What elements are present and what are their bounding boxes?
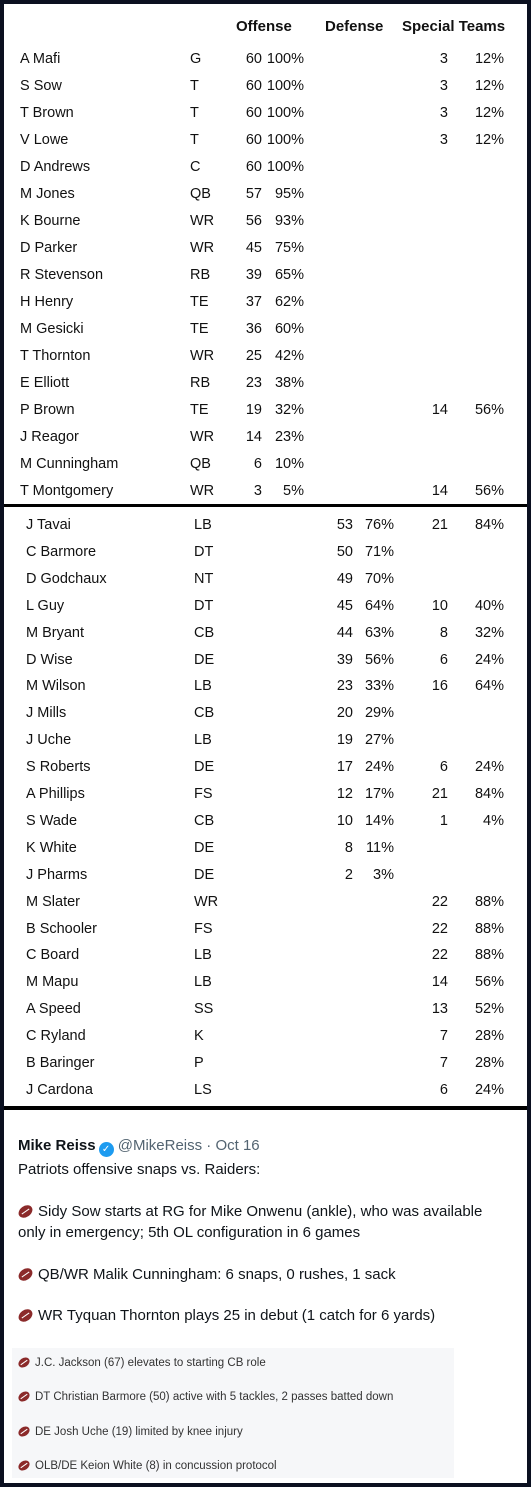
football-icon bbox=[16, 1266, 35, 1284]
player-position: DE bbox=[194, 759, 215, 776]
player-name: C Barmore bbox=[26, 543, 97, 560]
special-teams-snaps: 14 bbox=[431, 483, 448, 499]
player-name: V Lowe bbox=[20, 132, 69, 148]
offense-row bbox=[4, 235, 527, 262]
defense-snaps: 53 bbox=[336, 517, 353, 533]
player-position: T bbox=[190, 132, 199, 148]
special-teams-snaps: 3 bbox=[439, 105, 448, 121]
defense-row bbox=[4, 700, 527, 727]
tweet-intro: Patriots offensive snaps vs. Raiders: bbox=[18, 1161, 261, 1178]
special-teams-pct: 12% bbox=[474, 105, 504, 121]
player-name: S Sow bbox=[20, 78, 62, 94]
player-position: LB bbox=[194, 974, 212, 991]
offense-snaps: 3 bbox=[253, 483, 262, 499]
special-teams-snaps: 16 bbox=[431, 678, 448, 695]
special-teams-pct: 56% bbox=[474, 974, 504, 991]
player-position: FS bbox=[194, 920, 213, 937]
defense-snaps: 44 bbox=[336, 624, 353, 641]
special-teams-pct: 24% bbox=[474, 651, 504, 668]
player-position: FS bbox=[194, 786, 213, 802]
defense-snaps: 45 bbox=[336, 597, 353, 614]
special-teams-pct: 84% bbox=[474, 517, 504, 533]
player-name: J Reagor bbox=[20, 429, 79, 445]
player-position: WR bbox=[190, 429, 215, 445]
player-name: R Stevenson bbox=[20, 267, 104, 283]
offense-pct: 100% bbox=[266, 159, 304, 175]
defense-row bbox=[4, 835, 527, 862]
offense-row bbox=[4, 46, 527, 73]
player-name: T Brown bbox=[20, 105, 74, 121]
defense-snaps: 19 bbox=[336, 732, 353, 749]
offense-row bbox=[4, 316, 527, 343]
defense-snaps: 49 bbox=[336, 570, 353, 587]
special-teams-pct: 24% bbox=[474, 759, 504, 776]
player-position: CB bbox=[194, 624, 215, 641]
defense-pct: 11% bbox=[366, 839, 394, 856]
offense-pct: 62% bbox=[274, 294, 304, 310]
special-teams-pct: 28% bbox=[474, 1055, 504, 1071]
offense-snaps: 45 bbox=[245, 240, 262, 256]
offense-row bbox=[4, 73, 527, 100]
defense-pct: 14% bbox=[364, 812, 394, 829]
offense-row bbox=[4, 370, 527, 397]
offense-pct: 100% bbox=[266, 78, 304, 94]
player-position: LB bbox=[194, 947, 212, 964]
player-position: SS bbox=[194, 1001, 214, 1018]
special-teams-snaps: 10 bbox=[431, 597, 448, 614]
player-position: LB bbox=[194, 678, 212, 695]
special-teams-snaps: 21 bbox=[431, 517, 448, 533]
player-name: B Baringer bbox=[26, 1055, 95, 1071]
note-item: DT Christian Barmore (50) active with 5 tackles, 2 passes batted down bbox=[18, 1389, 393, 1405]
defense-row bbox=[4, 754, 527, 781]
player-position: CB bbox=[194, 812, 215, 829]
player-name: P Brown bbox=[20, 402, 75, 418]
special-teams-snaps: 8 bbox=[439, 624, 448, 641]
offense-snaps: 60 bbox=[245, 105, 262, 121]
player-position: NT bbox=[194, 570, 214, 587]
offense-pct: 38% bbox=[274, 375, 304, 391]
player-position: K bbox=[194, 1028, 204, 1045]
defense-header: Defense bbox=[325, 18, 384, 35]
special-teams-pct: 56% bbox=[474, 483, 504, 499]
defense-pct: 71% bbox=[364, 543, 394, 560]
special-teams-pct: 4% bbox=[483, 812, 504, 829]
offense-row bbox=[4, 343, 527, 370]
defense-pct: 24% bbox=[364, 759, 394, 776]
defense-snaps: 39 bbox=[336, 651, 353, 668]
defense-row bbox=[4, 942, 527, 969]
defense-pct: 3% bbox=[373, 866, 394, 883]
defense-pct: 29% bbox=[364, 705, 394, 722]
player-position: DT bbox=[194, 543, 214, 560]
player-name: C Ryland bbox=[26, 1028, 86, 1045]
offense-pct: 10% bbox=[274, 456, 304, 472]
player-name: C Board bbox=[26, 947, 80, 964]
player-name: E Elliott bbox=[20, 375, 70, 391]
section-divider bbox=[4, 1106, 527, 1110]
player-position: CB bbox=[194, 705, 215, 722]
special-teams-snaps: 22 bbox=[431, 893, 448, 910]
tweet-point: QB/WR Malik Cunningham: 6 snaps, 0 rushes, 1 sack bbox=[18, 1264, 396, 1285]
offense-pct: 75% bbox=[274, 240, 304, 256]
offense-row bbox=[4, 181, 527, 208]
special-teams-snaps: 22 bbox=[431, 920, 448, 937]
special-teams-snaps: 3 bbox=[439, 51, 448, 67]
defense-row bbox=[4, 620, 527, 647]
offense-pct: 93% bbox=[274, 213, 304, 229]
player-position: LS bbox=[194, 1081, 212, 1098]
special-teams-snaps: 6 bbox=[439, 1081, 448, 1098]
offense-pct: 42% bbox=[274, 348, 304, 364]
player-name: D Parker bbox=[20, 240, 78, 256]
player-position: QB bbox=[190, 186, 211, 202]
offense-header: Offense bbox=[236, 18, 292, 35]
player-name: B Schooler bbox=[26, 920, 97, 937]
special-teams-snaps: 1 bbox=[439, 812, 448, 829]
offense-pct: 23% bbox=[274, 429, 304, 445]
offense-snaps: 6 bbox=[253, 456, 262, 472]
special-teams-header: Special Teams bbox=[402, 18, 506, 35]
player-position: RB bbox=[190, 375, 211, 391]
defense-pct: 33% bbox=[364, 678, 394, 695]
defense-row bbox=[4, 512, 527, 539]
player-position: DT bbox=[194, 597, 214, 614]
offense-snaps: 57 bbox=[245, 186, 262, 202]
defense-snaps: 10 bbox=[336, 812, 353, 829]
defense-pct: 70% bbox=[364, 570, 394, 587]
offense-row bbox=[4, 451, 527, 478]
screenshot-frame bbox=[4, 4, 527, 1483]
tweet-author[interactable]: Mike Reiss bbox=[18, 1137, 96, 1154]
football-icon bbox=[17, 1355, 32, 1369]
tweet-handle[interactable]: @MikeReiss bbox=[117, 1137, 203, 1154]
defense-row bbox=[4, 673, 527, 700]
special-teams-snaps: 3 bbox=[439, 78, 448, 94]
offense-row bbox=[4, 478, 527, 505]
special-teams-snaps: 6 bbox=[439, 759, 448, 776]
offense-row bbox=[4, 100, 527, 127]
defense-row bbox=[4, 566, 527, 593]
player-name: S Roberts bbox=[26, 759, 91, 776]
football-icon bbox=[17, 1424, 32, 1438]
player-position: LB bbox=[194, 732, 212, 749]
defense-row bbox=[4, 781, 527, 808]
defense-row bbox=[4, 727, 527, 754]
special-teams-pct: 12% bbox=[474, 51, 504, 67]
player-position: WR bbox=[190, 483, 215, 499]
special-teams-snaps: 21 bbox=[431, 786, 448, 802]
offense-snaps: 36 bbox=[245, 321, 262, 337]
player-name: A Speed bbox=[26, 1001, 81, 1018]
player-name: T Montgomery bbox=[20, 483, 114, 499]
player-name: M Slater bbox=[26, 893, 80, 910]
offense-row bbox=[4, 424, 527, 451]
defense-snaps: 20 bbox=[336, 705, 353, 722]
section-divider bbox=[4, 504, 527, 507]
special-teams-pct: 52% bbox=[474, 1001, 504, 1018]
player-name: M Cunningham bbox=[20, 456, 119, 472]
offense-row bbox=[4, 262, 527, 289]
player-name: L Guy bbox=[26, 597, 65, 614]
player-name: M Wilson bbox=[26, 678, 86, 695]
offense-pct: 100% bbox=[266, 51, 304, 67]
defense-snaps: 2 bbox=[344, 866, 353, 883]
player-name: T Thornton bbox=[20, 348, 91, 364]
offense-pct: 95% bbox=[274, 186, 304, 202]
special-teams-pct: 84% bbox=[474, 786, 504, 802]
special-teams-pct: 56% bbox=[474, 402, 504, 418]
offense-row bbox=[4, 208, 527, 235]
offense-snaps: 25 bbox=[245, 348, 262, 364]
player-position: T bbox=[190, 105, 199, 121]
offense-snaps: 60 bbox=[245, 159, 262, 175]
offense-snaps: 60 bbox=[245, 132, 262, 148]
player-position: G bbox=[190, 51, 202, 67]
player-name: J Mills bbox=[26, 705, 67, 722]
defense-pct: 63% bbox=[364, 624, 394, 641]
defense-snaps: 23 bbox=[336, 678, 353, 695]
tweet-point: Sidy Sow starts at RG for Mike Onwenu (ankle), who was available only in emergency; 5th OL configuration in 6 games bbox=[18, 1203, 483, 1241]
offense-pct: 65% bbox=[274, 267, 304, 283]
offense-snaps: 14 bbox=[245, 429, 262, 445]
player-name: H Henry bbox=[20, 294, 74, 310]
offense-row bbox=[4, 154, 527, 181]
special-teams-pct: 88% bbox=[474, 920, 504, 937]
offense-snaps: 23 bbox=[245, 375, 262, 391]
player-name: A Phillips bbox=[26, 786, 85, 802]
player-name: M Gesicki bbox=[20, 321, 84, 337]
player-name: D Wise bbox=[26, 651, 73, 668]
player-position: WR bbox=[194, 893, 219, 910]
defense-pct: 17% bbox=[364, 786, 394, 802]
special-teams-snaps: 7 bbox=[439, 1028, 448, 1045]
player-name: J Cardona bbox=[26, 1081, 93, 1098]
special-teams-snaps: 14 bbox=[431, 402, 448, 418]
offense-pct: 60% bbox=[274, 321, 304, 337]
special-teams-snaps: 13 bbox=[431, 1001, 448, 1018]
offense-pct: 5% bbox=[283, 483, 304, 499]
defense-snaps: 8 bbox=[344, 839, 353, 856]
special-teams-snaps: 3 bbox=[439, 132, 448, 148]
offense-snaps: 37 bbox=[245, 294, 262, 310]
offense-row bbox=[4, 289, 527, 316]
defense-snaps: 12 bbox=[336, 786, 353, 802]
offense-row bbox=[4, 127, 527, 154]
offense-snaps: 60 bbox=[245, 51, 262, 67]
player-name: M Jones bbox=[20, 186, 75, 202]
offense-snaps: 39 bbox=[245, 267, 262, 283]
defense-row bbox=[4, 862, 527, 889]
note-item: J.C. Jackson (67) elevates to starting CB role bbox=[18, 1355, 266, 1371]
player-position: WR bbox=[190, 213, 215, 229]
player-position: C bbox=[190, 159, 201, 175]
player-name: M Bryant bbox=[26, 624, 85, 641]
player-position: DE bbox=[194, 839, 215, 856]
tweet-date[interactable]: · Oct 16 bbox=[206, 1137, 260, 1154]
offense-row bbox=[4, 397, 527, 424]
player-position: TE bbox=[190, 294, 209, 310]
note-item: DE Josh Uche (19) limited by knee injury bbox=[18, 1424, 243, 1440]
special-teams-snaps: 6 bbox=[439, 651, 448, 668]
verified-badge-icon: ✓ bbox=[99, 1142, 114, 1157]
football-icon bbox=[16, 1307, 35, 1325]
player-position: TE bbox=[190, 321, 209, 337]
table-header bbox=[4, 18, 527, 40]
defense-row bbox=[4, 969, 527, 996]
football-icon bbox=[17, 1389, 32, 1403]
defense-row bbox=[4, 889, 527, 916]
offense-snaps: 19 bbox=[245, 402, 262, 418]
tweet-point: WR Tyquan Thornton plays 25 in debut (1 catch for 6 yards) bbox=[18, 1305, 435, 1326]
player-position: P bbox=[194, 1055, 204, 1071]
special-teams-pct: 32% bbox=[474, 624, 504, 641]
player-name: S Wade bbox=[26, 812, 78, 829]
special-teams-snaps: 7 bbox=[439, 1055, 448, 1071]
defense-row bbox=[4, 1050, 527, 1077]
defense-row bbox=[4, 539, 527, 566]
player-name: M Mapu bbox=[26, 974, 79, 991]
defense-row bbox=[4, 1023, 527, 1050]
player-name: J Tavai bbox=[26, 517, 71, 533]
player-position: WR bbox=[190, 348, 215, 364]
special-teams-snaps: 14 bbox=[431, 974, 448, 991]
player-name: D Andrews bbox=[20, 159, 91, 175]
tweet-header bbox=[18, 1135, 260, 1157]
special-teams-pct: 24% bbox=[474, 1081, 504, 1098]
offense-pct: 100% bbox=[266, 105, 304, 121]
offense-snaps: 56 bbox=[245, 213, 262, 229]
special-teams-pct: 12% bbox=[474, 132, 504, 148]
player-position: DE bbox=[194, 651, 215, 668]
defense-snaps: 50 bbox=[336, 543, 353, 560]
football-icon bbox=[17, 1458, 32, 1472]
offense-pct: 100% bbox=[266, 132, 304, 148]
player-position: RB bbox=[190, 267, 211, 283]
special-teams-pct: 88% bbox=[474, 947, 504, 964]
defense-row bbox=[4, 996, 527, 1023]
defense-snaps: 17 bbox=[336, 759, 353, 776]
defense-row bbox=[4, 647, 527, 674]
special-teams-pct: 28% bbox=[474, 1028, 504, 1045]
player-name: D Godchaux bbox=[26, 570, 107, 587]
offense-pct: 32% bbox=[274, 402, 304, 418]
defense-pct: 27% bbox=[364, 732, 394, 749]
special-teams-pct: 40% bbox=[474, 597, 504, 614]
defense-pct: 64% bbox=[364, 597, 394, 614]
player-position: DE bbox=[194, 866, 215, 883]
special-teams-snaps: 22 bbox=[431, 947, 448, 964]
player-name: K White bbox=[26, 839, 77, 856]
offense-snaps: 60 bbox=[245, 78, 262, 94]
player-name: J Uche bbox=[26, 732, 72, 749]
note-item: OLB/DE Keion White (8) in concussion protocol bbox=[18, 1458, 277, 1474]
defense-row bbox=[4, 808, 527, 835]
special-teams-pct: 12% bbox=[474, 78, 504, 94]
special-teams-pct: 64% bbox=[474, 678, 504, 695]
player-position: T bbox=[190, 78, 199, 94]
player-name: J Pharms bbox=[26, 866, 88, 883]
player-position: QB bbox=[190, 456, 211, 472]
player-position: WR bbox=[190, 240, 215, 256]
special-teams-pct: 88% bbox=[474, 893, 504, 910]
football-icon bbox=[16, 1203, 35, 1221]
player-name: K Bourne bbox=[20, 213, 81, 229]
defense-pct: 56% bbox=[364, 651, 394, 668]
defense-row bbox=[4, 593, 527, 620]
player-position: LB bbox=[194, 517, 212, 533]
defense-row bbox=[4, 916, 527, 943]
defense-pct: 76% bbox=[364, 517, 394, 533]
player-position: TE bbox=[190, 402, 209, 418]
defense-row bbox=[4, 1077, 527, 1104]
player-name: A Mafi bbox=[20, 51, 61, 67]
